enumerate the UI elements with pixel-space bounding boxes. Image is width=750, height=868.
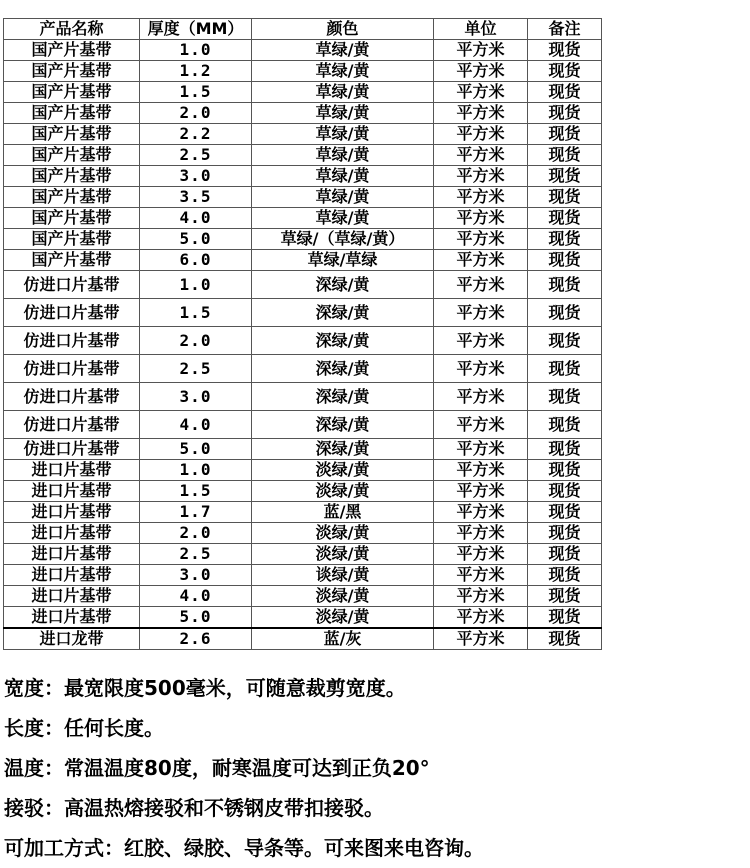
cell-color: 深绿/黄 [252, 271, 434, 299]
table-row [4, 82, 602, 103]
table-row [4, 327, 602, 355]
table-row [4, 208, 602, 229]
cell-remark: 现货 [528, 439, 602, 460]
notes-section [4, 668, 748, 868]
cell-unit: 平方米 [434, 439, 528, 460]
table-row [4, 103, 602, 124]
cell-unit: 平方米 [434, 628, 528, 650]
cell-remark: 现货 [528, 61, 602, 82]
cell-thickness: 3.0 [140, 383, 252, 411]
table-row [4, 411, 602, 439]
table-row [4, 439, 602, 460]
cell-color: 草绿/黄 [252, 166, 434, 187]
cell-product-name: 国产片基带 [4, 124, 140, 145]
cell-remark: 现货 [528, 355, 602, 383]
cell-thickness: 1.5 [140, 82, 252, 103]
cell-color: 草绿/黄 [252, 208, 434, 229]
cell-remark: 现货 [528, 271, 602, 299]
cell-remark: 现货 [528, 187, 602, 208]
cell-product-name: 国产片基带 [4, 208, 140, 229]
cell-product-name: 仿进口片基带 [4, 327, 140, 355]
cell-remark: 现货 [528, 502, 602, 523]
header-unit: 单位 [434, 19, 528, 40]
cell-unit: 平方米 [434, 481, 528, 502]
cell-remark: 现货 [528, 124, 602, 145]
cell-remark: 现货 [528, 411, 602, 439]
cell-product-name: 进口片基带 [4, 586, 140, 607]
table-row [4, 145, 602, 166]
cell-remark: 现货 [528, 628, 602, 650]
cell-product-name: 进口片基带 [4, 544, 140, 565]
table-row [4, 355, 602, 383]
cell-product-name: 仿进口片基带 [4, 271, 140, 299]
cell-unit: 平方米 [434, 208, 528, 229]
cell-color: 草绿/黄 [252, 145, 434, 166]
cell-remark: 现货 [528, 460, 602, 481]
cell-remark: 现货 [528, 82, 602, 103]
cell-color: 谈绿/黄 [252, 565, 434, 586]
cell-remark: 现货 [528, 565, 602, 586]
cell-color: 淡绿/黄 [252, 523, 434, 544]
cell-thickness: 1.2 [140, 61, 252, 82]
cell-unit: 平方米 [434, 327, 528, 355]
cell-color: 淡绿/黄 [252, 607, 434, 629]
cell-color: 深绿/黄 [252, 439, 434, 460]
cell-thickness: 2.2 [140, 124, 252, 145]
header-color: 颜色 [252, 19, 434, 40]
cell-product-name: 仿进口片基带 [4, 383, 140, 411]
cell-product-name: 仿进口片基带 [4, 299, 140, 327]
cell-thickness: 2.5 [140, 145, 252, 166]
cell-color: 深绿/黄 [252, 383, 434, 411]
cell-thickness: 1.7 [140, 502, 252, 523]
cell-remark: 现货 [528, 523, 602, 544]
cell-color: 蓝/灰 [252, 628, 434, 650]
cell-color: 草绿/黄 [252, 187, 434, 208]
note-processing: 可加工方式：红胶、绿胶、导条等。可来图来电咨询。 [4, 836, 484, 860]
cell-product-name: 进口片基带 [4, 607, 140, 629]
table-row [4, 229, 602, 250]
cell-thickness: 4.0 [140, 411, 252, 439]
cell-product-name: 进口片基带 [4, 502, 140, 523]
cell-product-name: 进口片基带 [4, 565, 140, 586]
cell-unit: 平方米 [434, 523, 528, 544]
cell-color: 草绿/（草绿/黄） [252, 229, 434, 250]
cell-product-name: 仿进口片基带 [4, 355, 140, 383]
cell-thickness: 3.0 [140, 565, 252, 586]
table-row [4, 565, 602, 586]
cell-product-name: 国产片基带 [4, 166, 140, 187]
cell-product-name: 国产片基带 [4, 61, 140, 82]
cell-remark: 现货 [528, 145, 602, 166]
cell-unit: 平方米 [434, 229, 528, 250]
cell-thickness: 2.0 [140, 523, 252, 544]
table-row [4, 40, 602, 61]
cell-color: 淡绿/黄 [252, 481, 434, 502]
note-length: 长度：任何长度。 [4, 716, 164, 740]
cell-product-name: 国产片基带 [4, 250, 140, 271]
cell-thickness: 3.0 [140, 166, 252, 187]
cell-thickness: 2.5 [140, 544, 252, 565]
cell-product-name: 国产片基带 [4, 82, 140, 103]
cell-unit: 平方米 [434, 383, 528, 411]
cell-unit: 平方米 [434, 460, 528, 481]
table-row [4, 187, 602, 208]
table-row [4, 544, 602, 565]
note-joining: 接驳：高温热熔接驳和不锈钢皮带扣接驳。 [4, 796, 384, 820]
cell-unit: 平方米 [434, 544, 528, 565]
header-product-name: 产品名称 [4, 19, 140, 40]
cell-color: 深绿/黄 [252, 327, 434, 355]
cell-unit: 平方米 [434, 40, 528, 61]
cell-thickness: 1.0 [140, 460, 252, 481]
table-body [4, 40, 602, 650]
cell-unit: 平方米 [434, 145, 528, 166]
cell-product-name: 仿进口片基带 [4, 411, 140, 439]
spec-table [3, 18, 602, 650]
cell-remark: 现货 [528, 166, 602, 187]
cell-thickness: 1.0 [140, 271, 252, 299]
cell-color: 草绿/黄 [252, 124, 434, 145]
cell-remark: 现货 [528, 481, 602, 502]
cell-remark: 现货 [528, 586, 602, 607]
cell-remark: 现货 [528, 40, 602, 61]
cell-thickness: 5.0 [140, 439, 252, 460]
cell-color: 蓝/黑 [252, 502, 434, 523]
cell-color: 深绿/黄 [252, 355, 434, 383]
cell-unit: 平方米 [434, 124, 528, 145]
cell-thickness: 5.0 [140, 607, 252, 629]
cell-color: 草绿/黄 [252, 61, 434, 82]
cell-remark: 现货 [528, 208, 602, 229]
cell-product-name: 进口片基带 [4, 460, 140, 481]
table-row [4, 61, 602, 82]
note-width: 宽度：最宽限度500毫米，可随意裁剪宽度。 [4, 676, 406, 700]
cell-remark: 现货 [528, 327, 602, 355]
cell-unit: 平方米 [434, 271, 528, 299]
cell-remark: 现货 [528, 103, 602, 124]
cell-thickness: 1.0 [140, 40, 252, 61]
cell-unit: 平方米 [434, 61, 528, 82]
cell-remark: 现货 [528, 607, 602, 629]
cell-thickness: 2.0 [140, 327, 252, 355]
cell-unit: 平方米 [434, 411, 528, 439]
cell-thickness: 6.0 [140, 250, 252, 271]
table-row [4, 628, 602, 650]
cell-product-name: 仿进口片基带 [4, 439, 140, 460]
cell-thickness: 2.6 [140, 628, 252, 650]
header-remark: 备注 [528, 19, 602, 40]
table-row [4, 460, 602, 481]
cell-unit: 平方米 [434, 502, 528, 523]
cell-product-name: 国产片基带 [4, 103, 140, 124]
cell-product-name: 进口龙带 [4, 628, 140, 650]
cell-unit: 平方米 [434, 250, 528, 271]
table-row [4, 586, 602, 607]
cell-unit: 平方米 [434, 103, 528, 124]
cell-unit: 平方米 [434, 299, 528, 327]
cell-product-name: 国产片基带 [4, 187, 140, 208]
cell-thickness: 3.5 [140, 187, 252, 208]
cell-color: 草绿/黄 [252, 40, 434, 61]
cell-unit: 平方米 [434, 355, 528, 383]
table-row [4, 271, 602, 299]
table-row [4, 607, 602, 629]
cell-product-name: 进口片基带 [4, 523, 140, 544]
table-row [4, 299, 602, 327]
cell-color: 深绿/黄 [252, 411, 434, 439]
cell-unit: 平方米 [434, 586, 528, 607]
cell-product-name: 国产片基带 [4, 40, 140, 61]
table-row [4, 383, 602, 411]
table-row [4, 166, 602, 187]
cell-color: 草绿/黄 [252, 103, 434, 124]
cell-color: 草绿/草绿 [252, 250, 434, 271]
cell-color: 淡绿/黄 [252, 460, 434, 481]
table-row [4, 502, 602, 523]
cell-product-name: 国产片基带 [4, 145, 140, 166]
cell-product-name: 国产片基带 [4, 229, 140, 250]
note-temperature: 温度：常温温度80度，耐寒温度可达到正负20° [4, 756, 430, 780]
table-row [4, 481, 602, 502]
header-thickness: 厚度（MM） [140, 19, 252, 40]
cell-thickness: 2.5 [140, 355, 252, 383]
table-row [4, 250, 602, 271]
cell-unit: 平方米 [434, 187, 528, 208]
cell-thickness: 1.5 [140, 299, 252, 327]
cell-color: 淡绿/黄 [252, 586, 434, 607]
cell-product-name: 进口片基带 [4, 481, 140, 502]
cell-remark: 现货 [528, 299, 602, 327]
cell-thickness: 4.0 [140, 586, 252, 607]
cell-color: 淡绿/黄 [252, 544, 434, 565]
cell-remark: 现货 [528, 229, 602, 250]
cell-unit: 平方米 [434, 82, 528, 103]
cell-thickness: 5.0 [140, 229, 252, 250]
cell-unit: 平方米 [434, 166, 528, 187]
cell-color: 草绿/黄 [252, 82, 434, 103]
cell-remark: 现货 [528, 250, 602, 271]
table-header-row [4, 19, 602, 40]
table-row [4, 124, 602, 145]
cell-unit: 平方米 [434, 607, 528, 629]
cell-color: 深绿/黄 [252, 299, 434, 327]
table-row [4, 523, 602, 544]
cell-unit: 平方米 [434, 565, 528, 586]
cell-thickness: 4.0 [140, 208, 252, 229]
cell-thickness: 1.5 [140, 481, 252, 502]
cell-remark: 现货 [528, 544, 602, 565]
cell-remark: 现货 [528, 383, 602, 411]
cell-thickness: 2.0 [140, 103, 252, 124]
